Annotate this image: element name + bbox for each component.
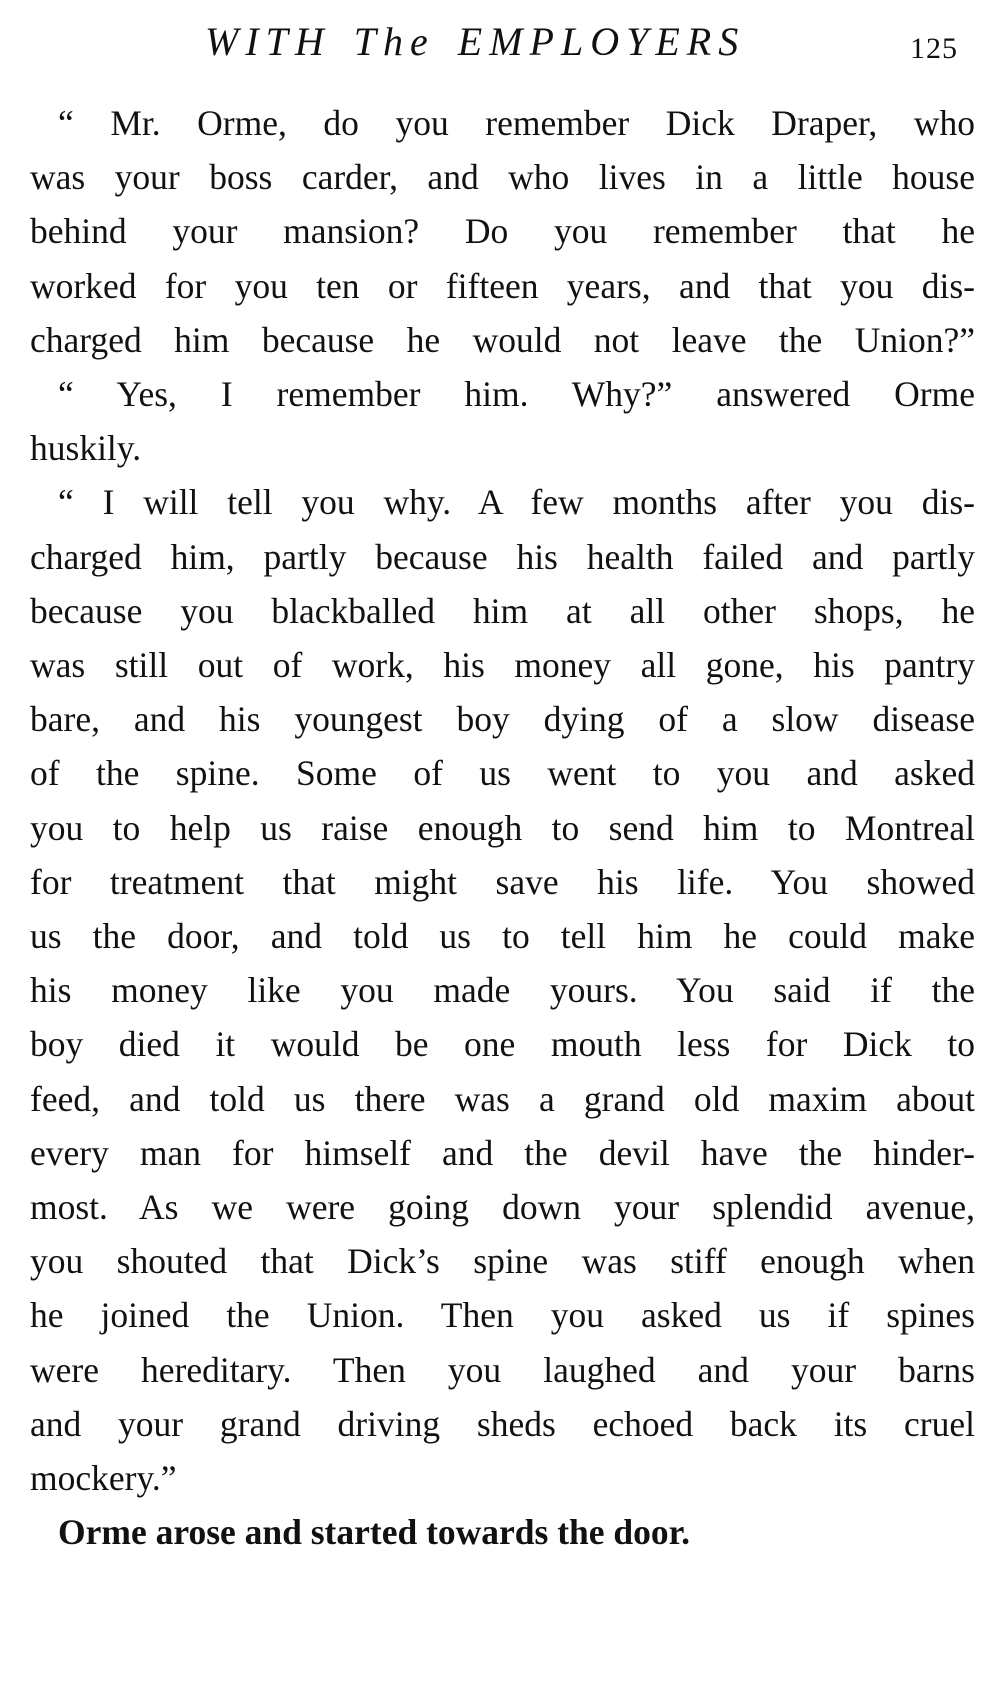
text-line: Orme arose and started towards the door. — [58, 1512, 691, 1553]
text-line: “ I will tell you why. A few months after you dis- — [58, 482, 975, 523]
text-line: you shouted that Dick’s spine was stiff enough when — [30, 1241, 975, 1282]
text-line: bare, and his youngest boy dying of a slow disease — [30, 699, 975, 740]
text-line: charged him because he would not leave the Union?” — [30, 319, 975, 360]
text-line: his money like you made yours. You said if the — [30, 970, 975, 1011]
text-line: feed, and told us there was a grand old maxim about — [30, 1078, 975, 1119]
text-line: he joined the Union. Then you asked us if spines — [30, 1295, 975, 1336]
text-line: was still out of work, his money all gone, his pantry — [30, 645, 975, 685]
text-line: behind your mansion? Do you remember that he — [30, 211, 975, 252]
text-line: boy died it would be one mouth less for Dick to — [30, 1024, 975, 1065]
text-line: most. As we were going down your splendid avenue, — [30, 1187, 975, 1227]
text-line: mockery.” — [30, 1458, 177, 1498]
text-line: us the door, and told us to tell him he could make — [30, 916, 975, 956]
text-line: of the spine. Some of us went to you and asked — [30, 753, 975, 794]
running-title: WITH The EMPLOYERS — [205, 19, 746, 64]
text-line: and your grand driving sheds echoed back its cruel — [30, 1403, 975, 1444]
text-line: because you blackballed him at all other shops, he — [30, 590, 975, 631]
page-header — [0, 14, 1000, 74]
text-line: “ Mr. Orme, do you remember Dick Draper, who — [58, 103, 975, 143]
text-line: was your boss carder, and who lives in a little house — [30, 157, 975, 198]
page-number: 125 — [910, 32, 958, 65]
text-line: worked for you ten or fifteen years, and that you dis- — [30, 265, 975, 306]
text-line: were hereditary. Then you laughed and your barns — [30, 1349, 975, 1390]
text-line: for treatment that might save his life. You showed — [30, 861, 975, 902]
text-line: huskily. — [30, 428, 142, 469]
text-line: charged him, partly because his health failed and partly — [30, 536, 975, 577]
text-line: “ Yes, I remember him. Why?” answered Orme — [58, 374, 975, 414]
text-line: you to help us raise enough to send him to Montreal — [30, 807, 975, 848]
text-line: every man for himself and the devil have the hinder- — [30, 1132, 975, 1173]
